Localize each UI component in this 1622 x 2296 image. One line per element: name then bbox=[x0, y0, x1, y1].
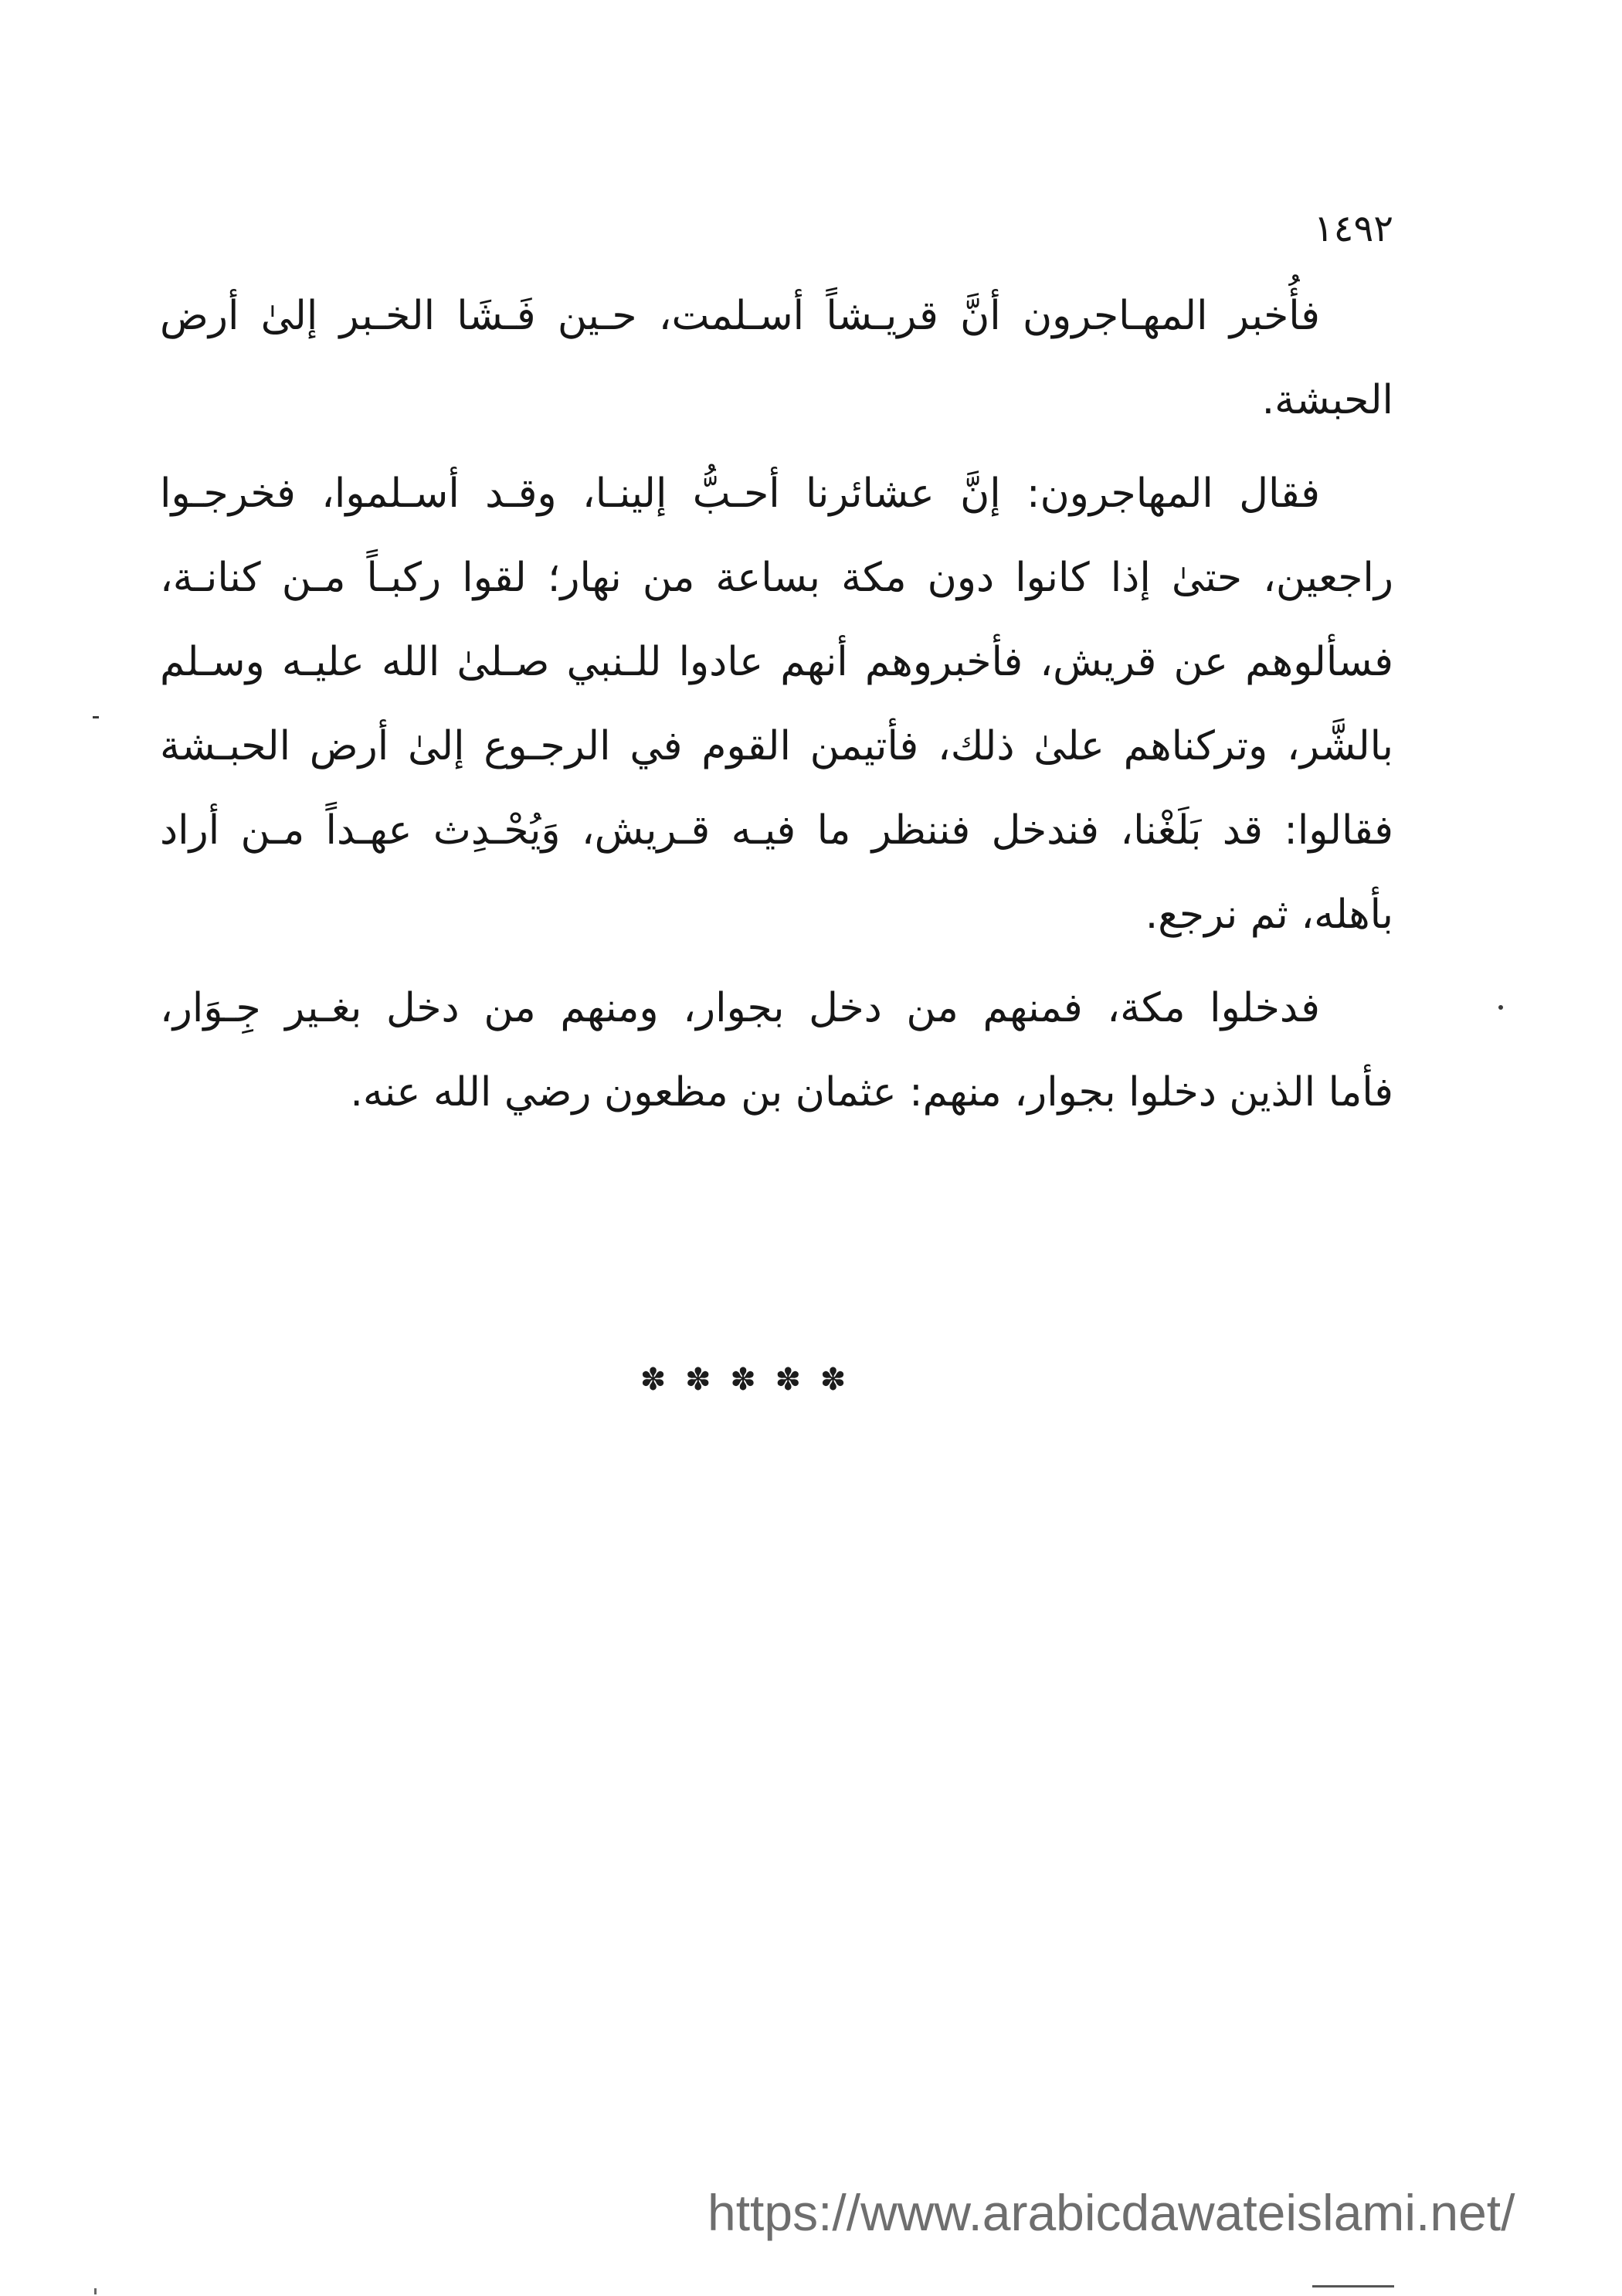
paragraph bbox=[159, 452, 1393, 957]
paragraph bbox=[159, 966, 1393, 1135]
line-text: راجعين، حتىٰ إذا كانوا دون مكة بساعة من نهار؛ لقوا ركبـاً مـن كنانـة، bbox=[160, 555, 1393, 601]
line-text: الحبشة. bbox=[1261, 377, 1393, 423]
line-text: فسألوهم عن قريش، فأخبروهم أنهم عادوا للـنبي صـلىٰ الله عليـه وسـلم bbox=[160, 639, 1393, 685]
scan-mark bbox=[94, 2288, 97, 2294]
line-text: بأهله، ثم نرجع. bbox=[1145, 892, 1393, 938]
text-line bbox=[159, 705, 1393, 789]
scan-mark bbox=[93, 716, 99, 718]
text-line bbox=[159, 966, 1393, 1051]
text-body bbox=[159, 274, 1393, 1135]
paragraph bbox=[159, 274, 1393, 443]
text-line bbox=[159, 452, 1393, 536]
page-number: ١٤٩٢ bbox=[1313, 207, 1393, 250]
text-line bbox=[159, 1051, 1393, 1135]
text-line bbox=[159, 274, 1393, 358]
section-separator: ✽ ✽ ✽ ✽ ✽ bbox=[640, 1362, 851, 1398]
line-text: فأما الذين دخلوا بجوار، منهم: عثمان بن مظعون رضي الله عنه. bbox=[350, 1069, 1393, 1116]
line-text: فدخلوا مكة، فمنهم من دخل بجوار، ومنهم من دخل بغـير جِـوَار، bbox=[160, 985, 1320, 1031]
scan-mark bbox=[1498, 1005, 1503, 1010]
text-line bbox=[159, 358, 1393, 443]
footer-url-watermark: https://www.arabicdawateislami.net/ bbox=[708, 2184, 1515, 2241]
text-line bbox=[159, 789, 1393, 873]
line-text: فقال المهاجرون: إنَّ عشائرنا أحـبُّ إلينـا، وقـد أسـلموا، فخرجـوا bbox=[160, 470, 1320, 517]
line-text: بالشَّر، وتركناهم علىٰ ذلك، فأتيمن القوم في الرجـوع إلىٰ أرض الحبـشة bbox=[160, 723, 1393, 769]
scan-mark bbox=[1312, 2285, 1394, 2288]
text-line bbox=[159, 873, 1393, 957]
line-text: فأُخبر المهـاجرون أنَّ قريـشاً أسـلمت، حـين فَـشَا الخـبر إلىٰ أرض bbox=[160, 293, 1320, 339]
text-line bbox=[159, 536, 1393, 620]
line-text: فقالوا: قد بَلَغْنا، فندخل فننظر ما فيـه قـريش، وَيُحْـدِث عهـداً مـن أراد bbox=[160, 807, 1393, 854]
text-line bbox=[159, 620, 1393, 705]
